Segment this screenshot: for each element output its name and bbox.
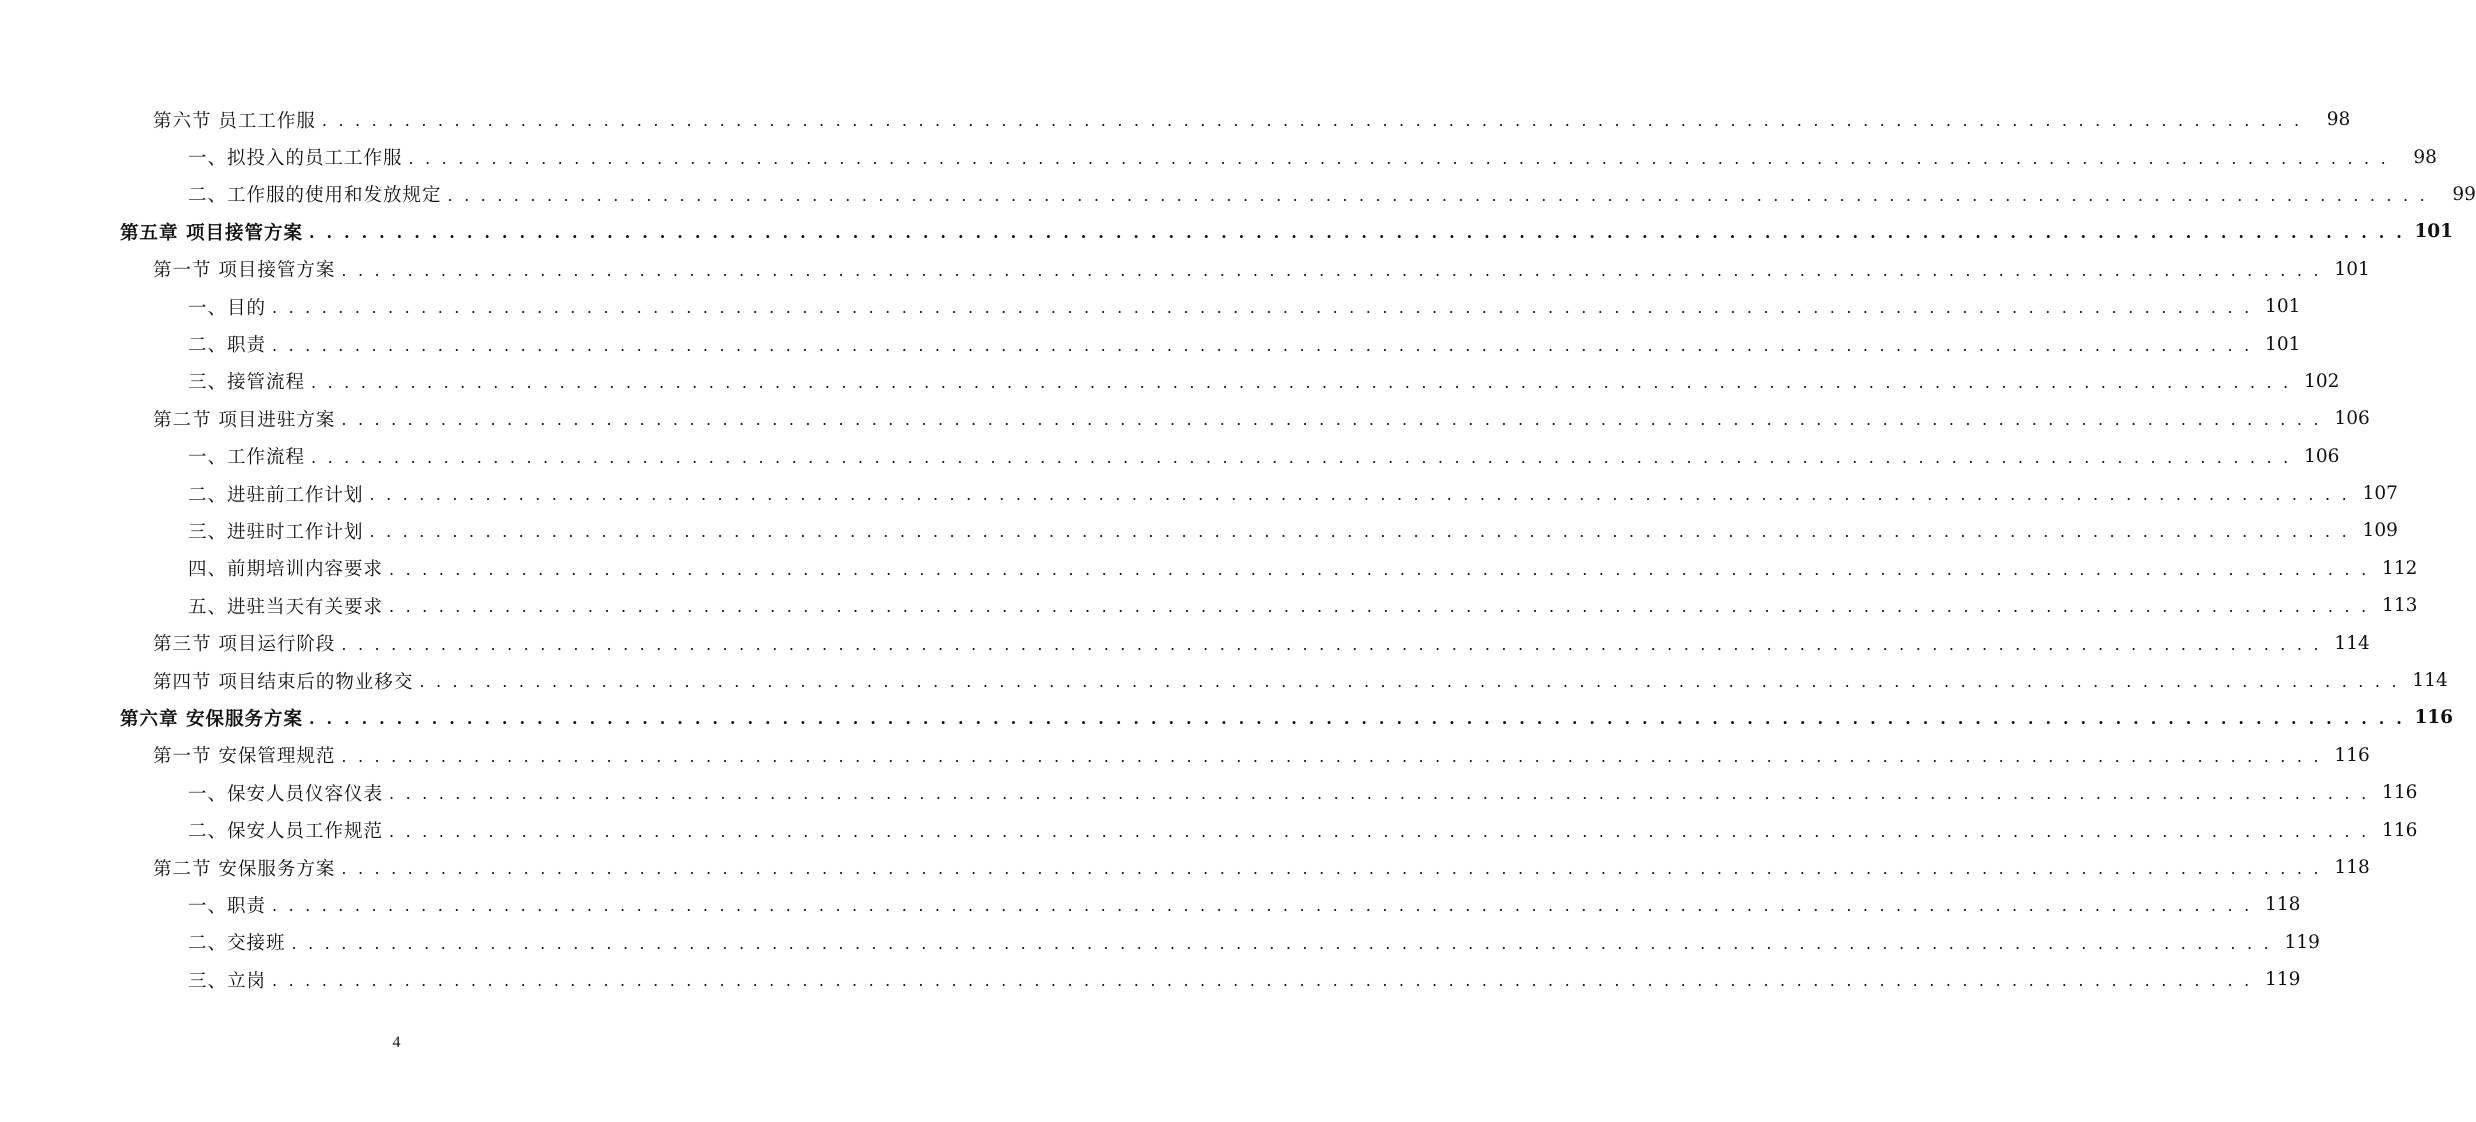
toc-chapter-entry[interactable]	[0, 213, 2454, 250]
toc-subsection-entry[interactable]	[0, 512, 2398, 549]
toc-section-entry[interactable]	[0, 400, 2370, 437]
toc-entry-page: 116	[2382, 819, 2418, 841]
toc-entry-title: 第六章 安保服务方案	[120, 708, 303, 730]
toc-dot-leader: . . . . . . . . . . . . . . . . . . . . . . . . . . . . . . . . . . . . . . . . . . . . . . . . . . . . . . . . . . . . . . . . . . . . . . . . . . . . . . . . . . . . . . . . . . . . . . . . . . . . . . . . . . . . . . . . . . . . . . . .	[311, 372, 2292, 392]
toc-entry-title: 第三节 项目运行阶段	[153, 634, 336, 656]
toc-entry-page: 119	[2265, 969, 2301, 991]
toc-entry-title: 二、交接班	[188, 933, 286, 955]
toc-entry-page: 114	[2334, 632, 2370, 654]
toc-dot-leader: . . . . . . . . . . . . . . . . . . . . . . . . . . . . . . . . . . . . . . . . . . . . . . . . . . . . . . . . . . . . . . . . . . . . . . . . . . . . . . . . . . . . . . . . . . . . . . . . . . . . . . . . . . . . . . . . . . . . . . . .	[341, 410, 2322, 430]
toc-dot-leader: . . . . . . . . . . . . . . . . . . . . . . . . . . . . . . . . . . . . . . . . . . . . . . . . . . . . . . . . . . . . . . . . . . . . . . . . . . . . . . . . . . . . . . . . . . . . . . . . . . . . . . . . . . . . . . . . . . . . . . . .	[291, 933, 2272, 953]
toc-entry-title: 三、接管流程	[188, 372, 306, 394]
page-number: 4	[392, 1034, 401, 1051]
toc-entry-title: 第二节 项目进驻方案	[153, 409, 336, 431]
toc-entry-title: 一、拟投入的员工工作服	[188, 148, 403, 170]
toc-dot-leader: . . . . . . . . . . . . . . . . . . . . . . . . . . . . . . . . . . . . . . . . . . . . . . . . . . . . . . . . . . . . . . . . . . . . . . . . . . . . . . . . . . . . . . . . . . . . . . . . . . . . . . . . . . . . . . . . . . . . . . . .	[308, 709, 2406, 729]
table-of-contents	[0, 101, 2476, 998]
toc-subsection-entry[interactable]	[0, 288, 2301, 325]
toc-dot-leader: . . . . . . . . . . . . . . . . . . . . . . . . . . . . . . . . . . . . . . . . . . . . . . . . . . . . . . . . . . . . . . . . . . . . . . . . . . . . . . . . . . . . . . . . . . . . . . . . . . . . . . . . . . . . . . . . . . . . . . . .	[389, 784, 2370, 804]
toc-section-entry[interactable]	[0, 101, 2351, 138]
toc-entry-title: 三、立岗	[188, 970, 267, 992]
toc-subsection-entry[interactable]	[0, 363, 2340, 400]
toc-entry-title: 第一节 项目接管方案	[153, 260, 336, 282]
toc-section-entry[interactable]	[0, 624, 2370, 661]
toc-entry-title: 第四节 项目结束后的物业移交	[153, 671, 414, 693]
toc-section-entry[interactable]	[0, 849, 2370, 886]
toc-dot-leader: . . . . . . . . . . . . . . . . . . . . . . . . . . . . . . . . . . . . . . . . . . . . . . . . . . . . . . . . . . . . . . . . . . . . . . . . . . . . . . . . . . . . . . . . . . . . . . . . . . . . . . . . . . . . . . . . . . . . . . . .	[308, 223, 2406, 243]
toc-entry-title: 一、保安人员仪容仪表	[188, 783, 384, 805]
toc-subsection-entry[interactable]	[0, 886, 2301, 923]
toc-subsection-entry[interactable]	[0, 138, 2437, 175]
toc-dot-leader: . . . . . . . . . . . . . . . . . . . . . . . . . . . . . . . . . . . . . . . . . . . . . . . . . . . . . . . . . . . . . . . . . . . . . . . . . . . . . . . . . . . . . . . . . . . . . . . . . . . . . . . . . . . . . . . . . . . . . . . .	[369, 485, 2350, 505]
toc-section-entry[interactable]	[0, 662, 2448, 699]
toc-dot-leader: . . . . . . . . . . . . . . . . . . . . . . . . . . . . . . . . . . . . . . . . . . . . . . . . . . . . . . . . . . . . . . . . . . . . . . . . . . . . . . . . . . . . . . . . . . . . . . . . . . . . . . . . . . . . . . . . . . . . . . . .	[341, 746, 2322, 766]
toc-dot-leader: . . . . . . . . . . . . . . . . . . . . . . . . . . . . . . . . . . . . . . . . . . . . . . . . . . . . . . . . . . . . . . . . . . . . . . . . . . . . . . . . . . . . . . . . . . . . . . . . . . . . . . . . . . . . . . . . . . . . . . . .	[272, 971, 2253, 991]
toc-entry-title: 一、职责	[188, 895, 267, 917]
toc-entry-page: 118	[2334, 857, 2370, 878]
toc-entry-page: 114	[2412, 670, 2448, 692]
toc-dot-leader: . . . . . . . . . . . . . . . . . . . . . . . . . . . . . . . . . . . . . . . . . . . . . . . . . . . . . . . . . . . . . . . . . . . . . . . . . . . . . . . . . . . . . . . . . . . . . . . . . . . . . . . . . . . . . . . . . . . . . . . .	[341, 634, 2322, 654]
toc-entry-title: 第六节 员工工作服	[153, 110, 316, 132]
toc-entry-title: 第二节 安保服务方案	[153, 858, 336, 880]
toc-entry-title: 第一节 安保管理规范	[153, 746, 336, 768]
toc-entry-page: 109	[2362, 520, 2398, 542]
toc-entry-page: 112	[2382, 557, 2418, 579]
toc-entry-page: 101	[2265, 333, 2301, 355]
toc-entry-page: 101	[2414, 221, 2454, 243]
toc-subsection-entry[interactable]	[0, 550, 2418, 587]
toc-subsection-entry[interactable]	[0, 924, 2320, 961]
toc-entry-page: 101	[2265, 296, 2301, 318]
toc-subsection-entry[interactable]	[0, 176, 2476, 213]
toc-entry-page: 107	[2362, 483, 2398, 505]
toc-dot-leader: . . . . . . . . . . . . . . . . . . . . . . . . . . . . . . . . . . . . . . . . . . . . . . . . . . . . . . . . . . . . . . . . . . . . . . . . . . . . . . . . . . . . . . . . . . . . . . . . . . . . . . . . . . . . . . . . . . . . . . . .	[369, 522, 2350, 542]
toc-dot-leader: . . . . . . . . . . . . . . . . . . . . . . . . . . . . . . . . . . . . . . . . . . . . . . . . . . . . . . . . . . . . . . . . . . . . . . . . . . . . . . . . . . . . . . . . . . . . . . . . . . . . . . . . . . . . . . . . . . . . . . . .	[419, 672, 2400, 692]
toc-entry-page: 118	[2265, 894, 2301, 916]
toc-entry-page: 101	[2334, 258, 2370, 280]
toc-dot-leader: . . . . . . . . . . . . . . . . . . . . . . . . . . . . . . . . . . . . . . . . . . . . . . . . . . . . . . . . . . . . . . . . . . . . . . . . . . . . . . . . . . . . . . . . . . . . . . . . . . . . . . . . . . . . . . . . . . . . . . . .	[321, 111, 2303, 131]
toc-entry-title: 一、工作流程	[188, 447, 306, 469]
toc-dot-leader: . . . . . . . . . . . . . . . . . . . . . . . . . . . . . . . . . . . . . . . . . . . . . . . . . . . . . . . . . . . . . . . . . . . . . . . . . . . . . . . . . . . . . . . . . . . . . . . . . . . . . . . . . . . . . . . . . . . . . . . .	[389, 821, 2370, 841]
toc-dot-leader: . . . . . . . . . . . . . . . . . . . . . . . . . . . . . . . . . . . . . . . . . . . . . . . . . . . . . . . . . . . . . . . . . . . . . . . . . . . . . . . . . . . . . . . . . . . . . . . . . . . . . . . . . . . . . . . . . . . . . . . .	[408, 148, 2389, 168]
toc-entry-page: 99	[2452, 183, 2476, 205]
toc-entry-page: 116	[2382, 782, 2418, 804]
toc-entry-title: 五、进驻当天有关要求	[188, 596, 384, 618]
toc-chapter-entry[interactable]	[0, 699, 2454, 736]
toc-dot-leader: . . . . . . . . . . . . . . . . . . . . . . . . . . . . . . . . . . . . . . . . . . . . . . . . . . . . . . . . . . . . . . . . . . . . . . . . . . . . . . . . . . . . . . . . . . . . . . . . . . . . . . . . . . . . . . . . . . . . . . . .	[389, 559, 2370, 579]
toc-entry-page: 98	[2326, 109, 2351, 131]
toc-section-entry[interactable]	[0, 737, 2370, 774]
toc-subsection-entry[interactable]	[0, 811, 2418, 848]
toc-entry-page: 98	[2413, 146, 2437, 168]
toc-entry-title: 第五章 项目接管方案	[120, 222, 303, 244]
toc-entry-title: 二、职责	[188, 335, 267, 357]
toc-entry-page: 106	[2334, 408, 2370, 430]
toc-subsection-entry[interactable]	[0, 961, 2301, 998]
toc-subsection-entry[interactable]	[0, 325, 2301, 362]
toc-dot-leader: . . . . . . . . . . . . . . . . . . . . . . . . . . . . . . . . . . . . . . . . . . . . . . . . . . . . . . . . . . . . . . . . . . . . . . . . . . . . . . . . . . . . . . . . . . . . . . . . . . . . . . . . . . . . . . . . . . . . . . . .	[272, 896, 2253, 916]
toc-entry-page: 102	[2304, 370, 2340, 392]
toc-entry-title: 二、保安人员工作规范	[188, 821, 384, 843]
toc-subsection-entry[interactable]	[0, 774, 2418, 811]
toc-dot-leader: . . . . . . . . . . . . . . . . . . . . . . . . . . . . . . . . . . . . . . . . . . . . . . . . . . . . . . . . . . . . . . . . . . . . . . . . . . . . . . . . . . . . . . . . . . . . . . . . . . . . . . . . . . . . . . . . . . . . . . . .	[341, 260, 2322, 280]
toc-entry-page: 113	[2382, 595, 2418, 617]
toc-dot-leader: . . . . . . . . . . . . . . . . . . . . . . . . . . . . . . . . . . . . . . . . . . . . . . . . . . . . . . . . . . . . . . . . . . . . . . . . . . . . . . . . . . . . . . . . . . . . . . . . . . . . . . . . . . . . . . . . . . . . . . . .	[272, 335, 2253, 355]
toc-entry-title: 二、工作服的使用和发放规定	[188, 185, 442, 207]
toc-entry-page: 116	[2414, 707, 2454, 729]
toc-dot-leader: . . . . . . . . . . . . . . . . . . . . . . . . . . . . . . . . . . . . . . . . . . . . . . . . . . . . . . . . . . . . . . . . . . . . . . . . . . . . . . . . . . . . . . . . . . . . . . . . . . . . . . . . . . . . . . . . . . . . . . . .	[341, 859, 2322, 878]
toc-dot-leader: . . . . . . . . . . . . . . . . . . . . . . . . . . . . . . . . . . . . . . . . . . . . . . . . . . . . . . . . . . . . . . . . . . . . . . . . . . . . . . . . . . . . . . . . . . . . . . . . . . . . . . . . . . . . . . . . . . . . . . . .	[272, 298, 2253, 318]
toc-entry-title: 二、进驻前工作计划	[188, 484, 364, 506]
toc-section-entry[interactable]	[0, 251, 2370, 288]
toc-dot-leader: . . . . . . . . . . . . . . . . . . . . . . . . . . . . . . . . . . . . . . . . . . . . . . . . . . . . . . . . . . . . . . . . . . . . . . . . . . . . . . . . . . . . . . . . . . . . . . . . . . . . . . . . . . . . . . . . . . . . . . . .	[389, 597, 2370, 617]
toc-entry-title: 四、前期培训内容要求	[188, 559, 384, 581]
toc-dot-leader: . . . . . . . . . . . . . . . . . . . . . . . . . . . . . . . . . . . . . . . . . . . . . . . . . . . . . . . . . . . . . . . . . . . . . . . . . . . . . . . . . . . . . . . . . . . . . . . . . . . . . . . . . . . . . . . . . . . . . . . .	[311, 447, 2292, 467]
toc-subsection-entry[interactable]	[0, 438, 2340, 475]
toc-dot-leader: . . . . . . . . . . . . . . . . . . . . . . . . . . . . . . . . . . . . . . . . . . . . . . . . . . . . . . . . . . . . . . . . . . . . . . . . . . . . . . . . . . . . . . . . . . . . . . . . . . . . . . . . . . . . . . . . . . . . . . . .	[447, 185, 2428, 205]
toc-subsection-entry[interactable]	[0, 475, 2398, 512]
toc-entry-title: 一、目的	[188, 297, 267, 319]
toc-entry-page: 106	[2304, 445, 2340, 467]
toc-subsection-entry[interactable]	[0, 587, 2418, 624]
toc-entry-page: 119	[2284, 931, 2320, 953]
toc-entry-title: 三、进驻时工作计划	[188, 521, 364, 543]
toc-entry-page: 116	[2334, 744, 2370, 766]
